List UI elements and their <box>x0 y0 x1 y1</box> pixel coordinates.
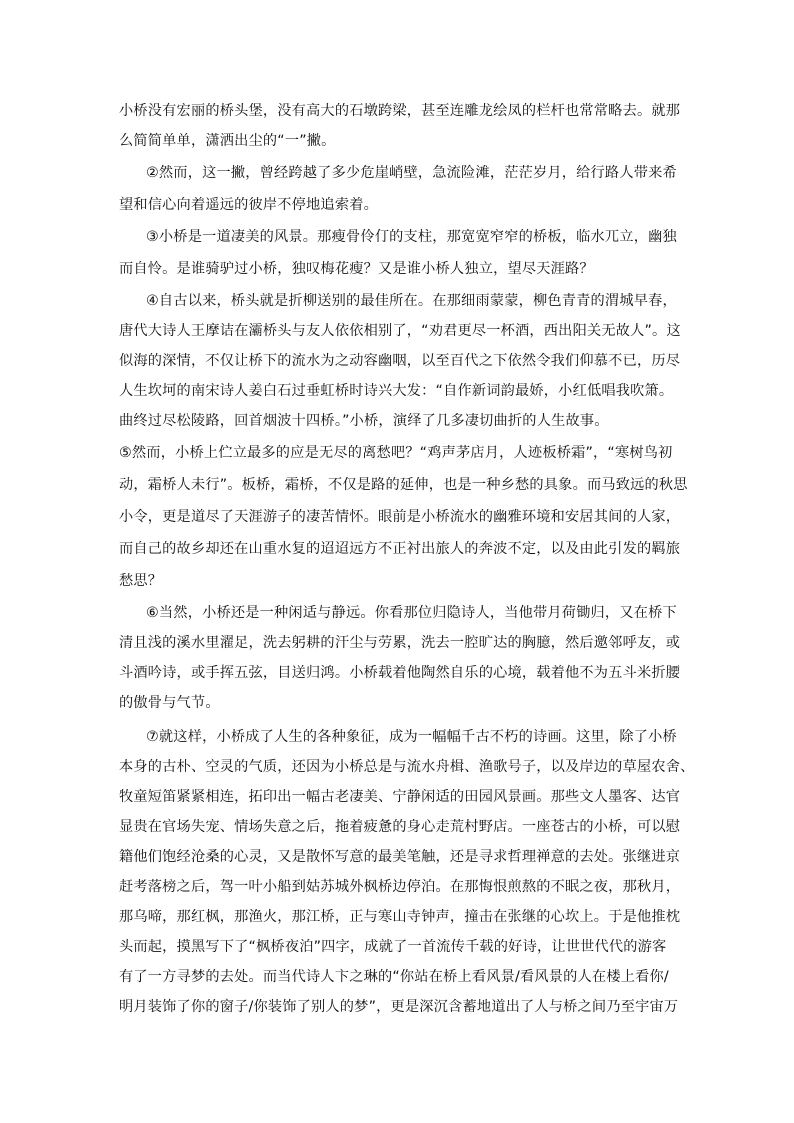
text-line: 有了一方寻梦的去处。而当代诗人卞之琳的“你站在桥上看风景/看风景的人在楼上看你/ <box>119 969 669 985</box>
text-line: 显贵在官场失宠、情场失意之后，拖着疲惫的身心走荒村野店。一座苍古的小桥，可以慰 <box>119 819 681 835</box>
text-line: 么简简单单，潇洒出尘的“一”撇。 <box>119 133 336 149</box>
text-line: ⑥当然，小桥还是一种闲适与静远。你看那位归隐诗人，当他带月荷锄归，又在桥下 <box>146 605 677 621</box>
text-line: 动，霜桥人未行”。板桥，霜桥，不仅是路的延伸，也是一种乡愁的具象。而马致远的秋思 <box>119 477 688 493</box>
text-line: 望和信心向着遥远的彼岸不停地追索着。 <box>119 197 378 213</box>
text-line: 本身的古朴、空灵的气质，还因为小桥总是与流水舟楫、渔歌号子，以及岸边的草屋农舍、 <box>119 759 695 775</box>
text-line: 的傲骨与气节。 <box>119 695 220 711</box>
text-line: 小桥没有宏丽的桥头堡，没有高大的石墩跨梁，甚至连雕龙绘凤的栏杆也常常略去。就那 <box>119 103 681 119</box>
text-line: 牧童短笛紧紧相连，拓印出一幅古老凄美、宁静闲适的田园风景画。那些文人墨客、达官 <box>119 789 681 805</box>
text-line: 曲终过尽松陵路，回首烟波十四桥。”小桥，演绎了几多凄切曲折的人生故事。 <box>119 413 609 429</box>
text-line: 小令，更是道尽了天涯游子的凄苦情怀。眼前是小桥流水的幽雅环境和安居其间的人家， <box>119 509 681 525</box>
text-line: 而自己的故乡却还在山重水复的迢迢远方不正衬出旅人的奔波不定，以及由此引发的羁旅 <box>119 541 681 557</box>
text-line: 唐代大诗人王摩诘在灞桥头与友人依依相别了，“劝君更尽一杯酒，西出阳关无故人”。这 <box>119 323 681 339</box>
text-line: 而自怜。是谁骑驴过小桥，独叹梅花瘦？又是谁小桥人独立，望尽天涯路？ <box>119 261 594 277</box>
text-line: ⑤然而，小桥上伫立最多的应是无尽的离愁吧？“鸡声茅店月，人迹板桥霜”，“寒树鸟初 <box>119 445 673 461</box>
text-line: 似海的深情，不仅让桥下的流水为之动容幽咽，以至百代之下依然令我们仰慕不已，历尽 <box>119 353 681 369</box>
text-line: 人生坎坷的南宋诗人姜白石过垂虹桥时诗兴大发：“自作新词韵最娇，小红低唱我吹箫。 <box>119 383 674 399</box>
text-line: ③小桥是一道凄美的风景。那瘦骨伶仃的支柱，那宽宽窄窄的桥板，临水兀立，幽独 <box>146 229 677 245</box>
text-line: 明月装饰了你的窗子/你装饰了别人的梦”，更是深沉含蓄地道出了人与桥之间乃至宇宙万 <box>119 999 679 1015</box>
text-line: 那乌啼，那红枫，那渔火，那江桥，正与寒山寺钟声，撞击在张继的心坎上。于是他推枕 <box>119 909 681 925</box>
text-line: ⑦就这样，小桥成了人生的各种象征，成为一幅幅千古不朽的诗画。这里，除了小桥 <box>146 729 677 745</box>
text-line: 斗酒吟诗，或手挥五弦，目送归鸿。小桥载着他陶然自乐的心境，载着他不为五斗米折腰 <box>119 665 681 681</box>
text-line: 头而起，摸黑写下了“枫桥夜泊”四字，成就了一首流传千载的好诗，让世世代代的游客 <box>119 939 667 955</box>
text-line: 籍他们饱经沧桑的心灵，又是散怀写意的最美笔触，还是寻求哲理禅意的去处。张继进京 <box>119 849 681 865</box>
text-line: 清且浅的溪水里濯足，洗去躬耕的汗尘与劳累，洗去一腔旷达的胸臆，然后邀邻呼友，或 <box>119 635 681 651</box>
text-line: 愁思？ <box>119 573 163 589</box>
text-line: ④自古以来，桥头就是折柳送别的最佳所在。在那细雨蒙蒙，柳色青青的渭城早春， <box>146 293 677 309</box>
text-line: 赶考落榜之后，驾一叶小船到姑苏城外枫桥边停泊。在那悔恨煎熬的不眠之夜，那秋月， <box>119 879 681 895</box>
text-line: ②然而，这一撇，曾经跨越了多少危崖峭壁，急流险滩，茫茫岁月，给行路人带来希 <box>146 165 677 181</box>
